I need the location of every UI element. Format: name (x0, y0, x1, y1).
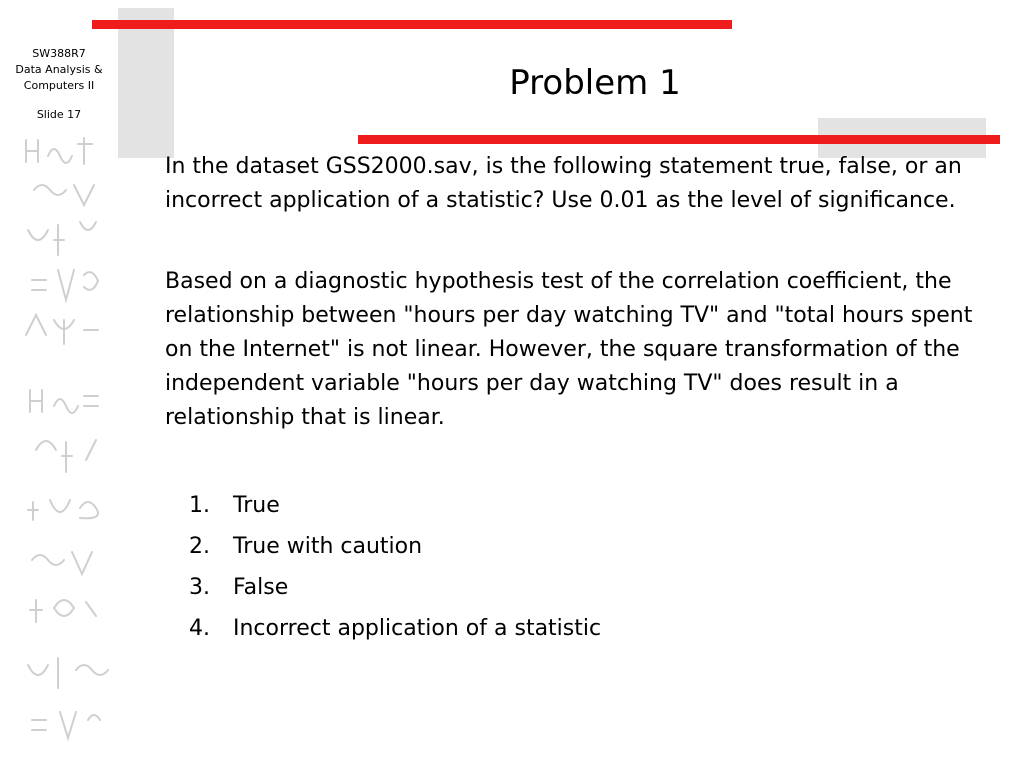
option-number: 1. (189, 493, 210, 518)
option-label: False (233, 575, 289, 600)
slide-number: Slide 17 (36, 108, 82, 121)
statement-paragraph: Based on a diagnostic hypothesis test of the correlation coefficient, the relationship between "hours per day watching TV" and "total hours spent on the Internet" is not linear. However, the square transformation of the independent variable "hours per day watching TV" does result in a relationship that is linear. (165, 269, 973, 430)
statistics-formula-watermark (14, 130, 114, 750)
answer-option (189, 526, 985, 567)
course-code: SW388R7 (32, 47, 86, 60)
option-label: True with caution (233, 534, 423, 559)
decorative-red-bar-top (92, 20, 732, 29)
answer-options-list (189, 485, 985, 649)
slide-body (165, 150, 985, 649)
formula-watermark-graphic (14, 130, 114, 750)
option-number: 3. (189, 575, 210, 600)
option-label: Incorrect application of a statistic (233, 616, 602, 641)
course-label (4, 46, 114, 123)
answer-option (189, 485, 985, 526)
option-number: 2. (189, 534, 210, 559)
option-number: 4. (189, 616, 210, 641)
course-title-line2: Computers II (23, 79, 95, 92)
decorative-grey-block-left (118, 8, 174, 158)
course-title-line1: Data Analysis & (15, 63, 103, 76)
answer-option (189, 567, 985, 608)
slide-title: Problem 1 (509, 63, 681, 103)
option-label: True (233, 493, 280, 518)
question-paragraph: In the dataset GSS2000.sav, is the following statement true, false, or an incorrect application of a statistic? Use 0.01 as the level of significance. (165, 154, 962, 213)
answer-option (189, 608, 985, 649)
decorative-red-bar-bottom (358, 135, 1000, 144)
